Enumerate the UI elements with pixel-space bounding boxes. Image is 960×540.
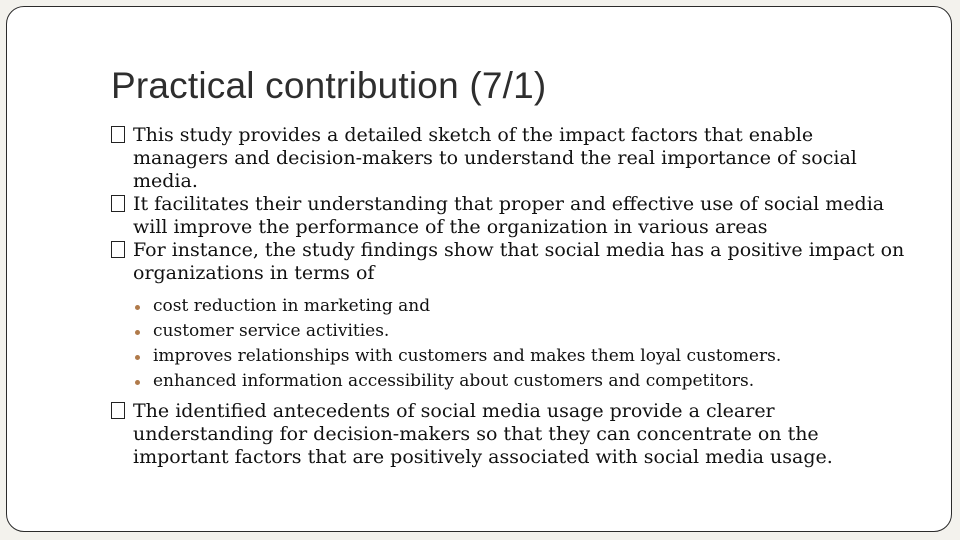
bullet-text: The identified antecedents of social media usage provide a clearer understanding for decision-makers so that they can concentrate on the important factors that are positively associated with social media usage.: [133, 400, 833, 468]
square-box-icon: [111, 241, 125, 258]
dot-icon: [135, 305, 140, 310]
sub-bullet-item: [131, 319, 911, 344]
sub-bullet-text: cost reduction in marketing and: [153, 296, 431, 316]
bullet-item: [111, 400, 911, 469]
sub-bullet-item: [131, 294, 911, 319]
bullet-item: [111, 239, 911, 285]
sub-bullet-text: customer service activities.: [153, 321, 390, 341]
sub-bullet-item: [131, 369, 911, 394]
sub-bullet-list: [131, 294, 911, 394]
bullet-item: [111, 124, 911, 193]
dot-icon: [135, 380, 140, 385]
square-box-icon: [111, 402, 125, 419]
slide-content: [111, 124, 911, 469]
slide-frame: [6, 6, 952, 532]
bullet-text: This study provides a detailed sketch of the impact factors that enable managers and decision-makers to understand the real importance of social media.: [133, 124, 857, 192]
dot-icon: [135, 330, 140, 335]
bullet-item: [111, 193, 911, 239]
bullet-text: For instance, the study findings show that social media has a positive impact on organizations in terms of: [133, 239, 905, 284]
dot-icon: [135, 355, 140, 360]
slide-title: Practical contribution (7/1): [111, 65, 547, 106]
sub-bullet-item: [131, 344, 911, 369]
sub-bullet-text: improves relationships with customers and makes them loyal customers.: [153, 346, 782, 366]
sub-bullet-text: enhanced information accessibility about customers and competitors.: [153, 371, 755, 391]
bullet-text: It facilitates their understanding that proper and effective use of social media will improve the performance of the organization in various areas: [133, 193, 885, 238]
square-box-icon: [111, 126, 125, 143]
square-box-icon: [111, 195, 125, 212]
